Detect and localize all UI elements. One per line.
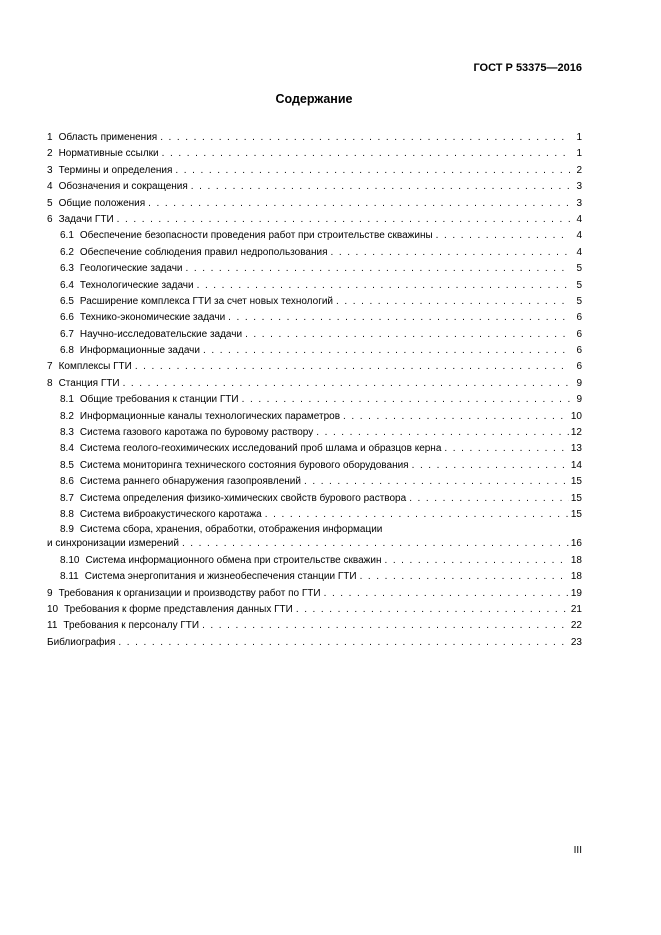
toc-entry-number: 8.9 xyxy=(60,524,74,536)
toc-entry-label: Библиография xyxy=(47,636,116,648)
toc-entry-label: Технико-экономические задачи xyxy=(79,312,226,324)
toc-entry-label: Система сбора, хранения, обработки, отображения информации xyxy=(79,524,383,536)
toc-entry[interactable] xyxy=(47,327,582,343)
toc-entry-number: 6.3 xyxy=(60,263,74,275)
toc-entry[interactable] xyxy=(47,343,582,359)
toc-entry[interactable] xyxy=(47,359,582,375)
toc-entry-number: 6.7 xyxy=(60,328,74,340)
toc-entry-page: 4 xyxy=(576,246,582,258)
toc-entry[interactable] xyxy=(47,376,582,392)
toc-entry[interactable] xyxy=(47,294,582,310)
toc-entry-page: 6 xyxy=(576,328,582,340)
toc-entry-page: 3 xyxy=(576,197,582,209)
toc-entry-label: Система информационного обмена при строительстве скважин xyxy=(85,554,382,566)
page-number: III xyxy=(573,845,582,856)
toc-leader-dots xyxy=(265,507,569,523)
toc-entry-number: 8.2 xyxy=(60,410,74,422)
toc-leader-dots xyxy=(162,146,570,162)
toc-entry-label: Задачи ГТИ xyxy=(58,213,114,225)
toc-entry-label: Система газового каротажа по буровому раствору xyxy=(79,427,314,439)
toc-entry[interactable] xyxy=(47,179,582,195)
toc-entry-label: Общие требования к станции ГТИ xyxy=(79,394,239,406)
toc-entry-number: 8.11 xyxy=(60,571,79,583)
toc-entry[interactable] xyxy=(47,635,582,651)
toc-entry-page: 22 xyxy=(570,620,582,632)
toc-entry-page: 16 xyxy=(570,538,582,550)
toc-entry-label: Система мониторинга технического состояния бурового оборудования xyxy=(79,459,409,471)
toc-entry-label: Система виброакустического каротажа xyxy=(79,508,262,520)
toc-leader-dots xyxy=(384,553,568,569)
toc-entry-page: 5 xyxy=(576,295,582,307)
toc-entry-number: 7 xyxy=(47,361,53,373)
toc-entry-number: 6.4 xyxy=(60,279,74,291)
toc-entry-label: Требования к персоналу ГТИ xyxy=(63,620,200,632)
toc-entry-number: 6.8 xyxy=(60,345,74,357)
toc-entry-label: Система раннего обнаружения газопроявлений xyxy=(79,476,301,488)
toc-entry-number: 8.6 xyxy=(60,476,74,488)
toc-entry-label: Требования к форме представления данных ГТИ xyxy=(64,603,293,615)
toc-entry-continuation[interactable] xyxy=(47,536,582,552)
toc-entry-label: Станция ГТИ xyxy=(58,377,120,389)
toc-leader-dots xyxy=(148,196,570,212)
toc-entry[interactable] xyxy=(47,130,582,146)
toc-entry-number: 8 xyxy=(47,377,53,389)
toc-entry-page: 9 xyxy=(576,394,582,406)
toc-entry-label: Система энергопитания и жизнеобеспечения станции ГТИ xyxy=(84,571,357,583)
toc-entry-page: 6 xyxy=(576,345,582,357)
toc-leader-dots xyxy=(409,491,569,507)
toc-leader-dots xyxy=(123,376,570,392)
toc-entry[interactable] xyxy=(47,146,582,162)
toc-entry-label: Расширение комплекса ГТИ за счет новых технологий xyxy=(79,295,334,307)
toc-leader-dots xyxy=(242,392,570,408)
toc-entry-label: Информационные каналы технологических параметров xyxy=(79,410,341,422)
toc-entry[interactable] xyxy=(47,602,582,618)
toc-entry[interactable] xyxy=(47,196,582,212)
toc-entry-number: 3 xyxy=(47,164,53,176)
toc-entry[interactable] xyxy=(47,278,582,294)
toc-entry-page: 4 xyxy=(576,230,582,242)
toc-leader-dots xyxy=(182,536,569,552)
toc-leader-dots xyxy=(245,327,570,343)
toc-entry-number: 8.4 xyxy=(60,443,74,455)
toc-entry-page: 9 xyxy=(576,377,582,389)
toc-entry-page: 15 xyxy=(570,508,582,520)
toc-entry-page: 15 xyxy=(570,476,582,488)
toc-entry-page: 5 xyxy=(576,263,582,275)
toc-entry-number: 6.1 xyxy=(60,230,74,242)
toc-leader-dots xyxy=(186,261,571,277)
toc-entry-number: 6.5 xyxy=(60,295,74,307)
toc-entry-label: Система геолого-геохимических исследований проб шлама и образцов керна xyxy=(79,443,442,455)
toc-leader-dots xyxy=(191,179,570,195)
toc-leader-dots xyxy=(444,441,568,457)
toc-entry[interactable] xyxy=(47,261,582,277)
toc-entry-page: 13 xyxy=(570,443,582,455)
toc-entry-label: Термины и определения xyxy=(58,164,173,176)
toc-leader-dots xyxy=(336,294,570,310)
toc-entry-label: Обеспечение безопасности проведения работ при строительстве скважины xyxy=(79,230,433,242)
toc-entry-page: 1 xyxy=(576,148,582,160)
toc-entry[interactable] xyxy=(47,491,582,507)
toc-entry-page: 10 xyxy=(570,410,582,422)
toc-entry-page: 12 xyxy=(570,427,582,439)
toc-entry[interactable] xyxy=(47,569,582,585)
toc-entry[interactable] xyxy=(47,392,582,408)
toc-leader-dots xyxy=(197,278,570,294)
toc-leader-dots xyxy=(324,586,569,602)
toc-entry-label: Научно-исследовательские задачи xyxy=(79,328,243,340)
toc-entry-page: 2 xyxy=(576,164,582,176)
toc-entry-label: Нормативные ссылки xyxy=(58,148,159,160)
toc-entry-label: Геологические задачи xyxy=(79,263,183,275)
toc-entry-label: Требования к организации и производству работ по ГТИ xyxy=(58,587,321,599)
toc-entry[interactable] xyxy=(47,212,582,228)
toc-entry-number: 8.5 xyxy=(60,459,74,471)
toc-entry-label: Система определения физико-химических свойств бурового раствора xyxy=(79,492,407,504)
toc-entry[interactable] xyxy=(47,458,582,474)
toc-entry-page: 4 xyxy=(576,213,582,225)
toc-entry-page: 1 xyxy=(576,132,582,143)
page-title: Содержание xyxy=(275,92,353,106)
toc-leader-dots xyxy=(118,635,568,651)
toc-entry-label: Обеспечение соблюдения правил недропользования xyxy=(79,246,328,258)
toc-leader-dots xyxy=(175,163,570,179)
toc-leader-dots xyxy=(412,458,569,474)
toc-entry[interactable] xyxy=(47,425,582,441)
toc-leader-dots xyxy=(330,245,570,261)
toc-entry-page: 5 xyxy=(576,279,582,291)
toc-entry[interactable] xyxy=(47,409,582,425)
toc-entry-number: 6 xyxy=(47,213,53,225)
toc-entry-number: 4 xyxy=(47,181,53,193)
toc-entry-label: Комплексы ГТИ xyxy=(58,361,132,373)
toc-entry-number: 5 xyxy=(47,197,53,209)
toc-entry-page: 3 xyxy=(576,181,582,193)
toc-entry-number: 6.2 xyxy=(60,246,74,258)
document-id: ГОСТ Р 53375—2016 xyxy=(473,62,582,74)
toc-leader-dots xyxy=(203,343,570,359)
toc-entry-page: 19 xyxy=(570,587,582,599)
toc-leader-dots xyxy=(117,212,570,228)
toc-entry[interactable] xyxy=(47,310,582,326)
toc-leader-dots xyxy=(343,409,569,425)
toc-entry[interactable] xyxy=(47,163,582,179)
toc-entry-label: и синхронизации измерений xyxy=(47,538,179,550)
toc-entry-label: Обозначения и сокращения xyxy=(58,181,188,193)
toc-entry-number: 8.1 xyxy=(60,394,74,406)
toc-entry[interactable] xyxy=(47,524,582,536)
toc-entry[interactable] xyxy=(47,507,582,523)
toc-entry-number: 9 xyxy=(47,587,53,599)
toc-entry-label: Информационные задачи xyxy=(79,345,200,357)
toc-entry-page: 15 xyxy=(570,492,582,504)
toc-entry-label: Общие положения xyxy=(58,197,146,209)
toc-leader-dots xyxy=(228,310,570,326)
toc-entry-page: 21 xyxy=(570,603,582,615)
toc-entry[interactable] xyxy=(47,553,582,569)
toc-leader-dots xyxy=(436,228,570,244)
toc-entry-number: 8.8 xyxy=(60,508,74,520)
toc-entry-label: Технологические задачи xyxy=(79,279,194,291)
toc-leader-dots xyxy=(296,602,569,618)
toc-entry-label: Область применения xyxy=(58,132,158,143)
toc-entry[interactable] xyxy=(47,586,582,602)
table-of-contents xyxy=(47,130,582,651)
toc-entry-number: 8.10 xyxy=(60,554,80,566)
toc-entry-page: 18 xyxy=(570,554,582,566)
toc-leader-dots xyxy=(360,569,569,585)
toc-entry-number: 6.6 xyxy=(60,312,74,324)
toc-entry-page: 14 xyxy=(570,459,582,471)
toc-entry-page: 6 xyxy=(576,361,582,373)
toc-entry-number: 8.3 xyxy=(60,427,74,439)
toc-entry-number: 1 xyxy=(47,132,53,143)
toc-entry[interactable] xyxy=(47,474,582,490)
toc-entry[interactable] xyxy=(47,441,582,457)
toc-leader-dots xyxy=(135,359,570,375)
toc-leader-dots xyxy=(304,474,569,490)
toc-leader-dots xyxy=(316,425,569,441)
toc-entry-number: 2 xyxy=(47,148,53,160)
toc-entry-page: 6 xyxy=(576,312,582,324)
toc-entry[interactable] xyxy=(47,245,582,261)
toc-entry-number: 11 xyxy=(47,620,58,632)
toc-entry-number: 10 xyxy=(47,603,59,615)
toc-entry[interactable] xyxy=(47,228,582,244)
toc-entry-page: 18 xyxy=(570,571,582,583)
toc-entry-number: 8.7 xyxy=(60,492,74,504)
toc-leader-dots xyxy=(160,130,570,146)
toc-leader-dots xyxy=(202,618,569,634)
toc-entry[interactable] xyxy=(47,618,582,634)
toc-entry-page: 23 xyxy=(570,636,582,648)
